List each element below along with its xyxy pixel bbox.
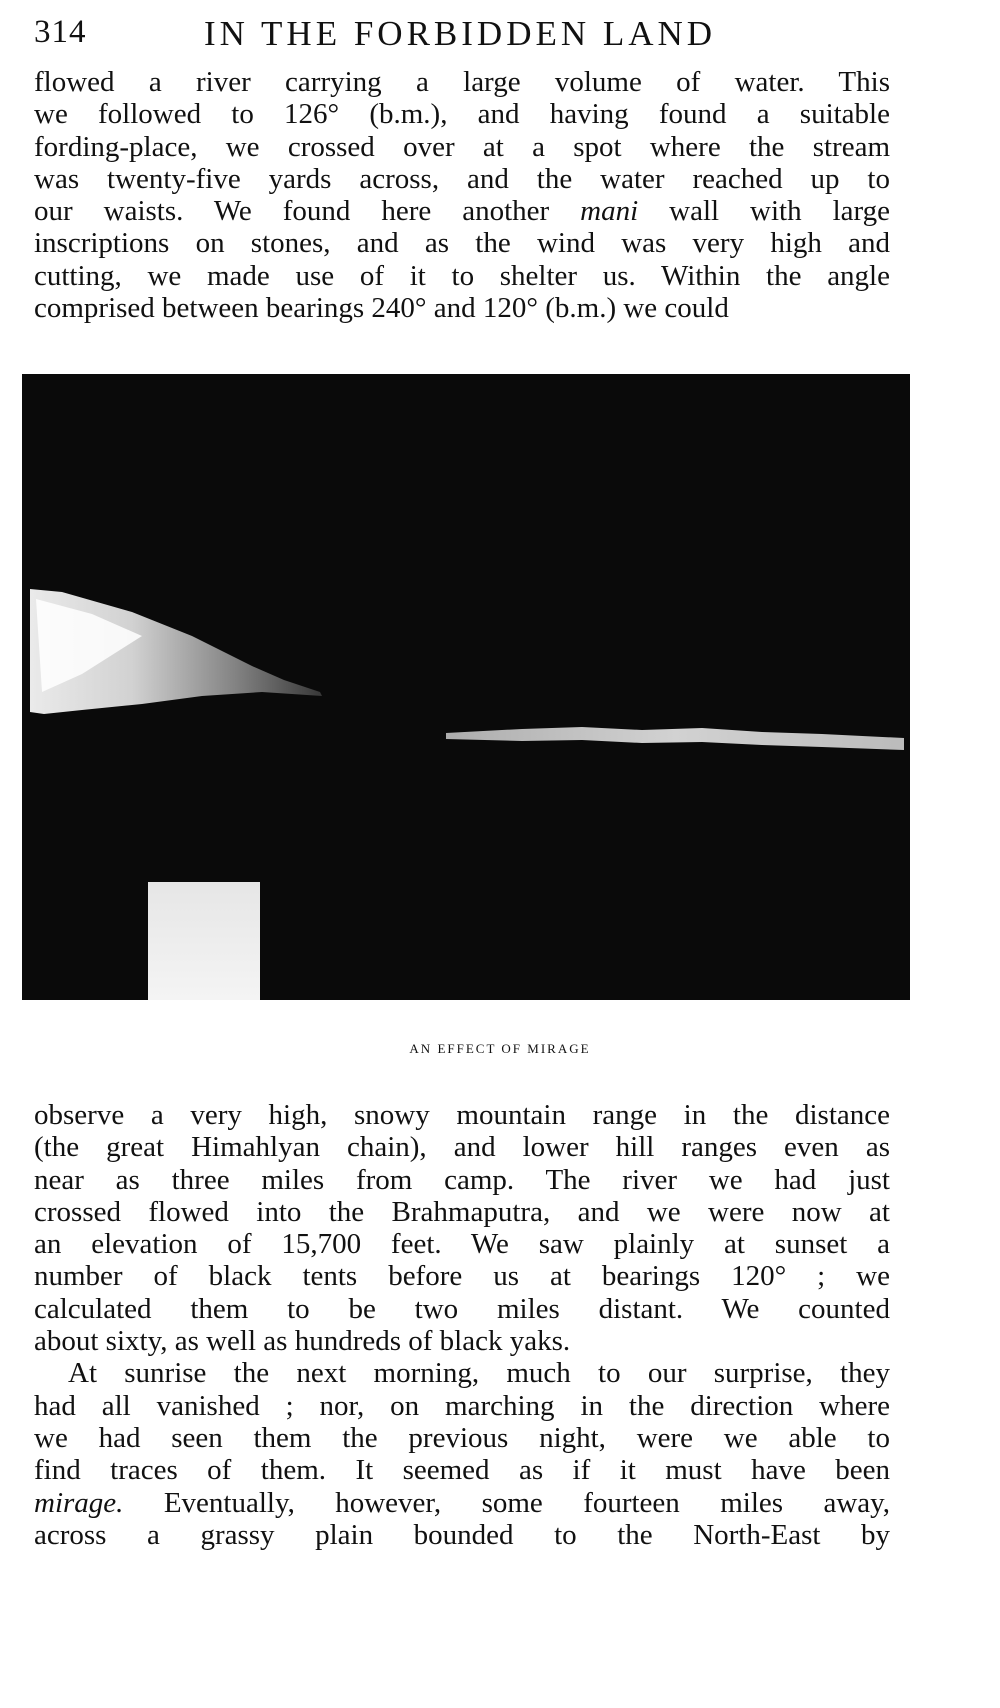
- text-fragment: Eventually, however, some fourteen miles away,: [163, 1486, 890, 1519]
- top-paragraph: [34, 66, 890, 324]
- bottom-paragraph: [34, 1099, 890, 1551]
- mirage-photograph: [22, 374, 910, 1000]
- text-line: find traces of them. It seemed as if it must have been: [34, 1454, 890, 1487]
- plate-caption: AN EFFECT OF MIRAGE: [409, 1041, 591, 1056]
- text-line: across a grassy plain bounded to the North-East by: [34, 1518, 890, 1551]
- text-line: had all vanished ; nor, on marching in the direction where: [34, 1389, 890, 1422]
- text-line: inscriptions on stones, and as the wind was very high and: [34, 227, 890, 260]
- text-line: observe a very high, snowy mountain range in the distance: [34, 1099, 890, 1131]
- italic-word-mani: mani: [580, 195, 639, 228]
- text-line: was twenty-five yards across, and the water reached up to: [34, 162, 890, 195]
- text-line: cutting, we made use of it to shelter us. Within the angle: [34, 259, 890, 292]
- running-title: IN THE FORBIDDEN LAND: [204, 14, 717, 53]
- text-line: number of black tents before us at bearings 120° ; we: [34, 1260, 890, 1293]
- text-line: calculated them to be two miles distant. We counted: [34, 1292, 890, 1325]
- mirage-image: [22, 374, 910, 1000]
- text-line: an elevation of 15,700 feet. We saw plainly at sunset a: [34, 1228, 890, 1261]
- italic-word-mirage: mirage.: [34, 1486, 124, 1519]
- text-line: we had seen them the previous night, were we able to: [34, 1421, 890, 1454]
- text-line: (the great Himahlyan chain), and lower hill ranges even as: [34, 1131, 890, 1164]
- text-line: we followed to 126° (b.m.), and having found a suitable: [34, 98, 890, 131]
- text-line-with-italic: [34, 1487, 890, 1519]
- text-line: At sunrise the next morning, much to our surprise, they: [68, 1357, 890, 1390]
- text-line: flowed a river carrying a large volume of water. This: [34, 66, 890, 98]
- text-fragment: our waists. We found here another: [34, 195, 550, 228]
- text-line: crossed flowed into the Brahmaputra, and we were now at: [34, 1195, 890, 1228]
- text-line: fording-place, we crossed over at a spot where the stream: [34, 130, 890, 163]
- text-fragment: wall with large: [669, 195, 891, 228]
- text-line: about sixty, as well as hundreds of black yaks.: [34, 1325, 571, 1358]
- page-header: [34, 8, 914, 56]
- text-line-with-italic: [34, 195, 890, 227]
- text-line: comprised between bearings 240° and 120° (b.m.) we could: [34, 292, 729, 325]
- text-line: near as three miles from camp. The river we had just: [34, 1163, 890, 1196]
- page-number: 314: [34, 14, 87, 50]
